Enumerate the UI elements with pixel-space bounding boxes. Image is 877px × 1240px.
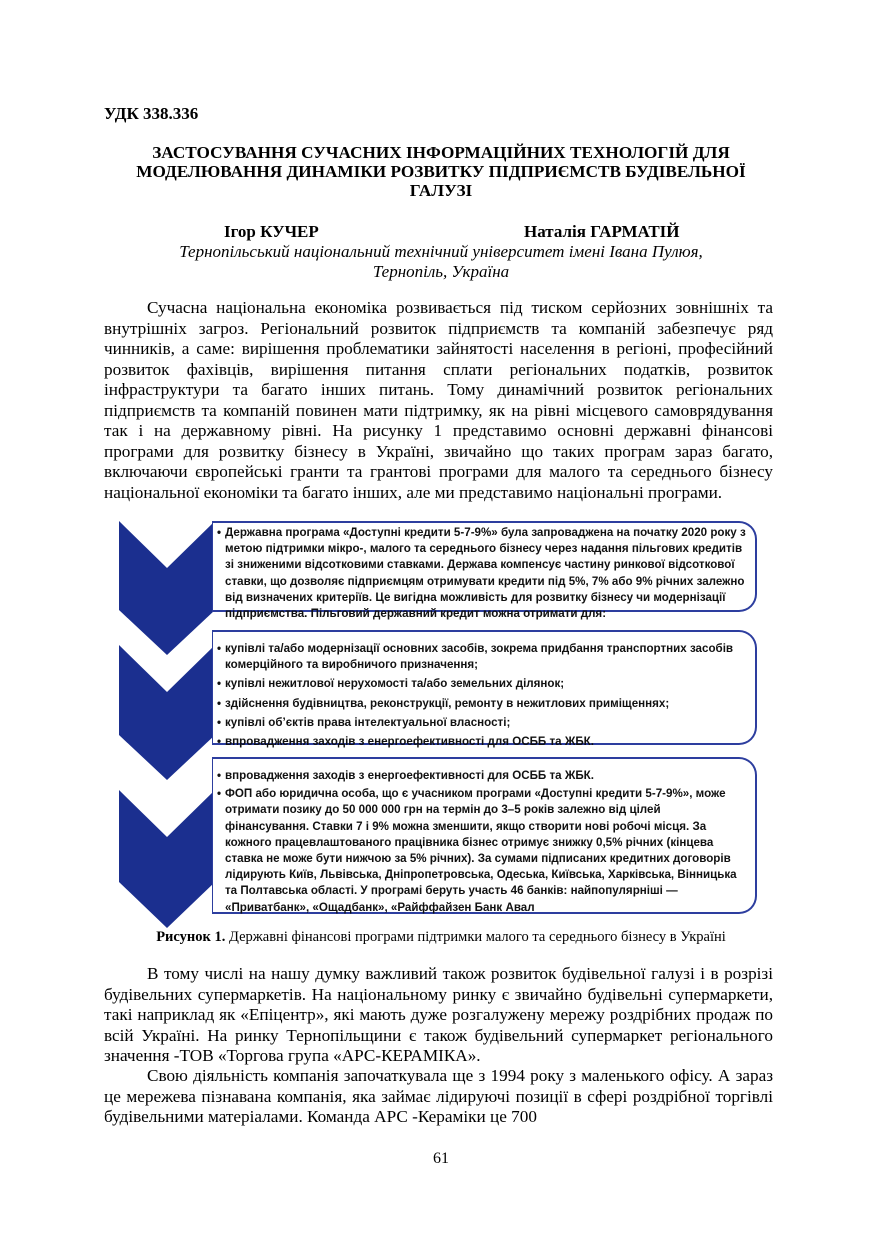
figure-box-1 (212, 521, 757, 621)
bullet-item: • впровадження заходів з енергоефективності для ОСББ та ЖБК. (217, 768, 747, 784)
udk-code: УДК 338.336 (104, 104, 199, 123)
bullet-item: • купівлі нежитлової нерухомості та/або земельних ділянок; (217, 676, 747, 692)
title-line: ЗАСТОСУВАННЯ СУЧАСНИХ ІНФОРМАЦІЙНИХ ТЕХНОЛОГІЙ ДЛЯ (152, 143, 730, 162)
bullet-item: • впровадження заходів з енергоефективності для ОСББ та ЖБК. (217, 734, 747, 750)
caption-text: Державні фінансові програми підтримки малого та середнього бізнесу в Україні (225, 929, 726, 945)
title-line: МОДЕЛЮВАННЯ ДИНАМІКИ РОЗВИТКУ ПІДПРИЄМСТВ БУДІВЕЛЬНОЇ (136, 162, 746, 181)
affiliation-line: Тернопільський національний технічний університет імені Івана Пулюя, (179, 242, 703, 261)
bullet-item: • купівлі об’єктів права інтелектуальної власності; (217, 715, 747, 731)
author-2: Наталія ГАРМАТІЙ (524, 222, 680, 241)
title-line: ГАЛУЗІ (409, 181, 473, 200)
chevron-down-icon (119, 521, 215, 655)
bullet-item: • ФОП або юридична особа, що є учасником програми «Доступні кредити 5-7-9%», може отримати позику до 50 000 000 грн на термін до 3–5 років залежно від цілей фінансування. Ставки 7 і 9% можна зменшити, якщо створити нові робочі місця. За кожного працевлаштованого працівника бізнес отримує знижку 0,5% річних (кінцева ставка не може бути нижчою за 5% річних). За сумами підписаних кредитних договорів лідирують Київ, Львівська, Дніпропетровська, Одеська, Київська, Харківська, Вінницька та Полтавська області. У програмі беруть участь 46 банків: найпопулярніші — «Приватбанк», «Ощадбанк», «Райффайзен Банк Авал (217, 786, 747, 916)
author-1: Ігор КУЧЕР (224, 222, 319, 241)
bullet-item: • купівлі та/або модернізації основних засобів, зокрема придбання транспортних засобів комерційного та виробничого призначення; (217, 641, 747, 673)
body-paragraph-1: Сучасна національна економіка розвивається під тиском серйозних зовнішніх та внутрішніх загроз. Регіональний розвиток підприємств та компаній забезпечує ряд чинників, а саме: вирішення проблематики зайнятості населення в регіоні, професійний розвиток фахівців, вирішення питання сплати регіональних податків, розвиток інфраструктури та багато інших питань. Тому динамічний розвиток регіональних підприємств та компаній повинен мати підтримку, як на рівні місцевого самоврядування так і на державному рівні. На рисунку 1 представимо основні державні фінансові програми для розвитку бізнесу в Україні, звичайно що таких програм зараз багато, включаючи європейські гранти та грантові програми для малого та середнього бізнесу національної економіки та багато інших, але ми представимо національні програми. (104, 298, 773, 502)
bullet-item: • Державна програма «Доступні кредити 5-7-9%» була запроваджена на початку 2020 року з метою підтримки мікро-, малого та середнього бізнесу через надання пільгових кредитів зі зниженими відсотковими ставками. Держава компенсує частину ринкової відсоткової ставки, що дозволяє підприємцям отримувати кредити під 5%, 7% або 9% річних залежно від визначених критеріїв. Це вигідна можливість для розвитку бізнесу чи модернізації підприємства. Пільговий державний кредит можна отримати для: (217, 525, 747, 622)
chevron-down-icon (119, 790, 215, 928)
figure-box-3 (212, 757, 757, 914)
caption-label: Рисунок 1. (156, 929, 226, 945)
body-paragraph-3: Свою діяльність компанія започаткувала ще з 1994 року з маленького офісу. А зараз це мережева пізнавана компанія, яка займає лідируючі позиції в сфері роздрібної торгівлі будівельними матеріалами. Команда АРС -Кераміки це 700 (104, 1066, 773, 1126)
page-number: 61 (433, 1150, 449, 1167)
figure-caption (104, 929, 778, 946)
bullet-item: • здійснення будівництва, реконструкції, ремонту в нежитлових приміщеннях; (217, 696, 747, 712)
chevron-down-icon (119, 645, 215, 780)
affiliation-line: Тернопіль, Україна (372, 262, 510, 281)
figure-box-2 (212, 630, 757, 749)
body-paragraph-2: В тому числі на нашу думку важливий також розвиток будівельної галузі і в розрізі будівельних супермаркетів. На національному ринку є звичайно будівельні супермаркети, такі наприклад як «Епіцентр», які мають дуже розгалужену мережу роздрібних продаж по всій Україні. На ринку Тернопільщини є також будівельний супермаркет регіонального значення -ТОВ «Торгова група «АРС-КЕРАМІКА». (104, 964, 773, 1065)
